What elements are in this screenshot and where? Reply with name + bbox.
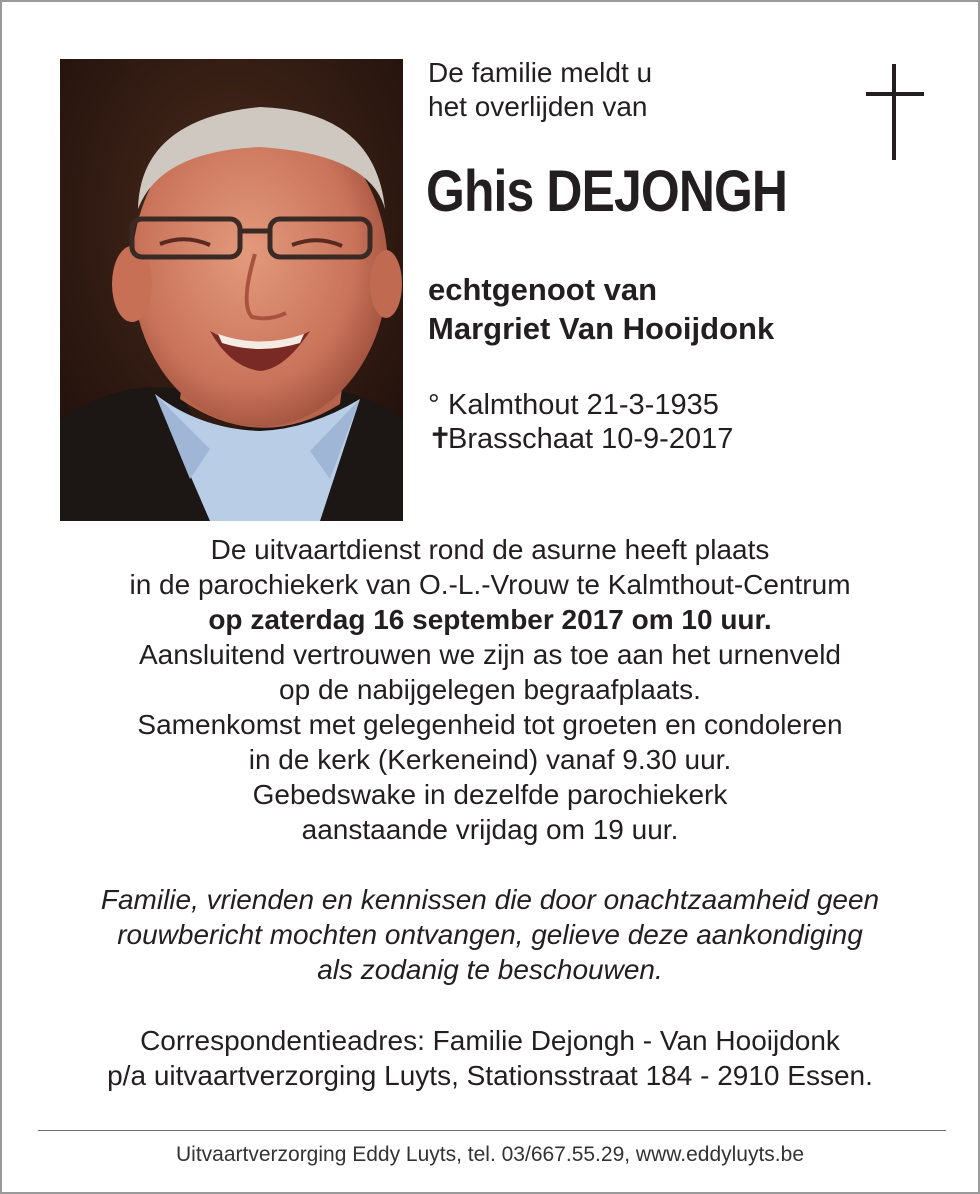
intro-line: het overlijden van	[428, 91, 648, 122]
intro-text	[428, 56, 652, 124]
notice-line: Familie, vrienden en kennissen die door onachtzaamheid geen	[100, 884, 880, 915]
service-line: in de kerk (Kerkeneind) vanaf 9.30 uur.	[248, 744, 732, 775]
spouse-info	[428, 270, 774, 348]
death-symbol: ✝	[428, 423, 453, 455]
life-dates	[428, 388, 733, 456]
birth-symbol: °	[428, 389, 440, 421]
funeral-home-footer: Uitvaartverzorging Eddy Luyts, tel. 03/667.55.29, www.eddyluyts.be	[175, 1143, 804, 1166]
correspondence-address	[22, 1023, 958, 1093]
footer-divider	[38, 1130, 946, 1131]
intro-line: De familie meldt u	[428, 57, 653, 88]
birth-line	[428, 388, 733, 422]
service-date: op zaterdag 16 september 2017 om 10 uur.	[208, 604, 772, 635]
notice-line: als zodanig te beschouwen.	[317, 954, 663, 985]
spouse-label: echtgenoot van	[428, 272, 658, 307]
service-line: Samenkomst met gelegenheid tot groeten en condoleren	[137, 709, 843, 740]
address-line: Correspondentieadres: Familie Dejongh - Van Hooijdonk	[140, 1025, 840, 1056]
address-line: p/a uitvaartverzorging Luyts, Stationsstraat 184 - 2910 Essen.	[107, 1060, 873, 1091]
deceased-name: Ghis DEJONGH	[426, 159, 788, 224]
birth-text: Kalmthout 21-3-1935	[448, 389, 719, 421]
funeral-service-text	[22, 532, 958, 847]
service-line: Gebedswake in dezelfde parochiekerk	[252, 779, 728, 810]
service-line: op de nabijgelegen begraafplaats.	[279, 674, 701, 705]
death-line	[428, 422, 733, 456]
notice-line: rouwbericht mochten ontvangen, gelieve deze aankondiging	[117, 919, 863, 950]
service-line: Aansluitend vertrouwen we zijn as toe aan het urnenveld	[139, 639, 841, 670]
portrait-photo	[60, 59, 403, 521]
latin-cross-icon	[866, 64, 924, 160]
spouse-name: Margriet Van Hooijdonk	[428, 311, 775, 346]
service-line: in de parochiekerk van O.-L.-Vrouw te Kalmthout-Centrum	[129, 569, 851, 600]
service-line: aanstaande vrijdag om 19 uur.	[301, 814, 679, 845]
death-text: Brasschaat 10-9-2017	[448, 423, 734, 455]
service-line: De uitvaartdienst rond de asurne heeft plaats	[210, 534, 770, 565]
notice-text	[22, 882, 958, 987]
